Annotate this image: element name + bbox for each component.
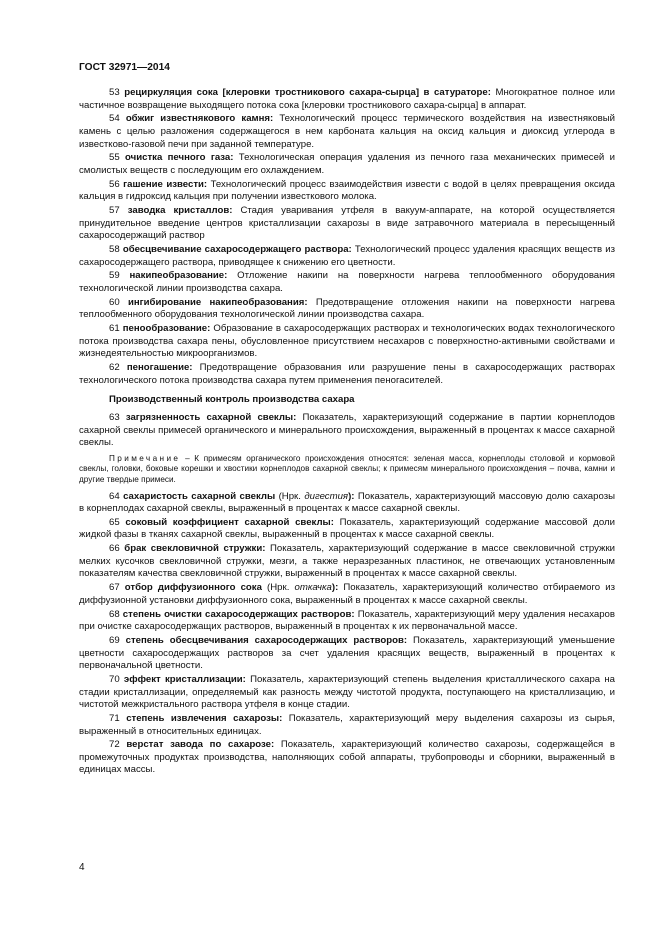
term-number: 61 [109,323,120,335]
term-definition: Показатель, характеризующий содержание в партии корнеплодов сахарной свеклы примесей органического и минерального происхождения, выраженный в процентах к массе сахарной свеклы. [79,411,615,449]
term-definition: Технологическая операция удаления из печного газа механических примесей и смолистых веществ с последующим его охлаждением. [79,152,615,176]
term-name: сахаристость сахарной свеклы [123,490,276,502]
definitions-list-1 [79,87,615,387]
term-definition: Показатель, характеризующий массовую долю сахарозы в корнеплодах сахарной свеклы, выраженный в процентах к массе сахарной свеклы. [79,490,615,515]
term-name: загрязненность сахарной свеклы: [125,411,297,423]
definition-item [79,179,615,204]
term-name: пенообразование: [122,323,211,335]
definition-item [79,412,615,450]
term-note-italic: откачка [294,582,332,594]
term-number: 62 [109,362,120,374]
term-number: 57 [109,205,120,217]
term-name: степень обесцвечивания сахаросодержащих растворов: [125,634,408,646]
term-name: пеногашение: [126,362,193,374]
term-number: 65 [109,516,120,528]
page-number: 4 [79,862,85,873]
term-note-prefix: (Нрк. [275,490,305,502]
term-number: 55 [109,152,120,164]
term-number: 66 [109,543,120,555]
term-definition: Технологический процесс термического воздействия на известняковый камень с целью разложения содержащегося в нем карбоната кальция на оксид кальция и диоксид углерода в известково-газовой печи при заданной температуре. [79,113,616,150]
term-number: 70 [109,673,120,685]
definition-item [79,609,615,634]
term-definition: Стадия уваривания утфеля в вакуум-аппарате, на которой осуществляется принудительное введение центров кристаллизации сахарозы в виде затравочного материала в пересыщенный сахаросодержащий раствор [79,205,615,242]
term-definition: Показатель, характеризующий количество сахарозы, содержащейся в промежуточных продуктах производства, наполняющих собой аппараты, трубопроводы и сборники, выраженный в единицах массы. [79,739,615,776]
term-definition: Показатель, характеризующий степень выделения кристаллического сахара на стадии кристаллизации, определяемый как разность между чистотой продукта, поступающего на кристаллизацию, и чистотой межкристального раствора утфеля в конце стадии. [79,673,616,711]
definition-item [79,713,615,738]
definitions-list-3 [79,491,615,778]
definition-item [79,113,615,151]
definitions-list-2 [79,412,615,450]
term-name: гашение извести: [123,178,208,190]
definition-item [79,152,615,177]
term-number: 72 [109,739,120,751]
term-name: рециркуляция сока [клеровки тростникового сахара-сырца] в сатураторе: [124,87,491,98]
definition-item [79,323,615,361]
term-number: 59 [109,270,120,282]
term-definition: Показатель, характеризующий содержание массовой доли жидкой фазы в тканях сахарной свеклы, выраженный в процентах к массе сахарной свеклы. [79,516,615,541]
term-note-suffix: ): [331,582,339,594]
term-name: обесцвечивание сахаросодержащего раствора: [122,244,352,256]
note-label: Примечание [109,453,181,463]
term-definition: Предотвращение образования или разрушение пены в сахаросодержащих растворах технологического потока производства сахара путем применения пеногасителей. [79,362,615,386]
term-name: ингибирование накипеобразования: [127,296,308,308]
term-definition: Показатель, характеризующий уменьшение цветности сахаросодержащих растворов за счет удаления красящих веществ, выраженный в процентах к первоначальной цветности. [79,634,615,672]
term-name: эффект кристаллизации: [123,673,246,685]
definition-item [79,362,615,387]
definition-item [79,87,615,112]
term-note-prefix: (Нрк. [261,582,295,594]
term-name: очистка печного газа: [125,152,234,164]
definition-item [79,205,615,243]
term-number: 58 [109,244,120,256]
note-text: – К примесям органического происхождения относятся: зеленая масса, корнеплоды столовой и кормовой свеклы, головки, боковые корешки и хвостики корнеплодов сахарной свеклы; к примесям минерального происхождения – почва, камни и другие твердые примеси. [79,453,615,484]
document-header: ГОСТ 32971—2014 [79,62,170,73]
definition-item [79,270,615,295]
term-definition: Отложение накипи на поверхности нагрева теплообменного оборудования технологической линии производства сахара. [79,270,615,295]
term-definition: Технологический процесс удаления красящих веществ из сахаросодержащего раствора, приводящее к снижению его цветности. [79,244,616,268]
term-name: степень извлечения сахарозы: [126,712,283,724]
definition-item [79,739,615,777]
term-number: 60 [109,296,120,308]
term-number: 71 [109,712,120,724]
definition-item [79,582,615,607]
definition-item [79,297,615,322]
term-number: 68 [109,608,120,620]
term-definition: Многократное полное или частичное возвращение выходящего потока сока [клеровки тростникового сахара-сырца] в аппарат. [79,87,615,111]
definition-item [79,244,615,269]
term-definition: Показатель, характеризующий содержание в массе свекловичной стружки мелких кусочков свекловичной стружки, мезги, а также неразрезанных пластинок, не отвечающих установленным показателям качества свекловичной стружки, выраженный в процентах к массе сахарной свеклы. [79,543,616,580]
term-name: степень очистки сахаросодержащих растворов: [122,608,355,620]
definition-item [79,517,615,542]
term-definition: Показатель, характеризующий меру выделения сахарозы из сырья, выраженный в относительных единицах. [79,712,615,737]
definition-item [79,674,615,712]
term-definition: Образование в сахаросодержащих растворах и технологических водах технологического потока производства сахара пены, обусловленное присутствием несахаров с поверхностно-активными свойствами и жизнедеятельностью микроорганизмов. [79,323,615,360]
section-title: Производственный контроль производства сахара [109,394,355,406]
term-number: 64 [109,490,120,502]
term-number: 67 [109,582,120,594]
term-definition: Показатель, характеризующий меру удаления несахаров при очистке сахаросодержащих растворов, выраженный в процентах к их первоначальной массе. [79,608,615,633]
definition-item [79,543,615,581]
term-number: 63 [109,411,120,423]
note [79,454,615,486]
document-body [79,87,615,778]
term-name: верстат завода по сахарозе: [126,739,275,751]
term-number: 53 [109,87,120,98]
term-number: 54 [109,113,120,125]
term-note-italic: дигестия [304,490,349,502]
term-name: обжиг известнякового камня: [125,113,274,125]
definition-item [79,491,615,516]
term-note-suffix: ): [348,490,355,502]
definition-item [79,635,615,673]
term-name: соковый коэффициент сахарной свеклы: [125,516,334,528]
term-definition: Показатель, характеризующий количество отбираемого из диффузионной установки диффузионного сока, выраженный в процентах к массе сахарной свеклы. [79,582,615,606]
term-name: отбор диффузионного сока [124,582,262,594]
term-definition: Технологический процесс взаимодействия извести с водой в целях превращения оксида кальция в гидроксид кальция при получении известкового молока. [79,178,615,203]
term-name: заводка кристаллов: [127,205,233,217]
term-number: 56 [109,178,120,190]
term-name: накипеобразование: [129,270,228,282]
term-number: 69 [109,634,120,646]
term-name: брак свекловичной стружки: [124,543,266,555]
term-definition: Предотвращение отложения накипи на поверхности нагрева теплообменного оборудования технологической линии производства сахара. [79,296,615,321]
